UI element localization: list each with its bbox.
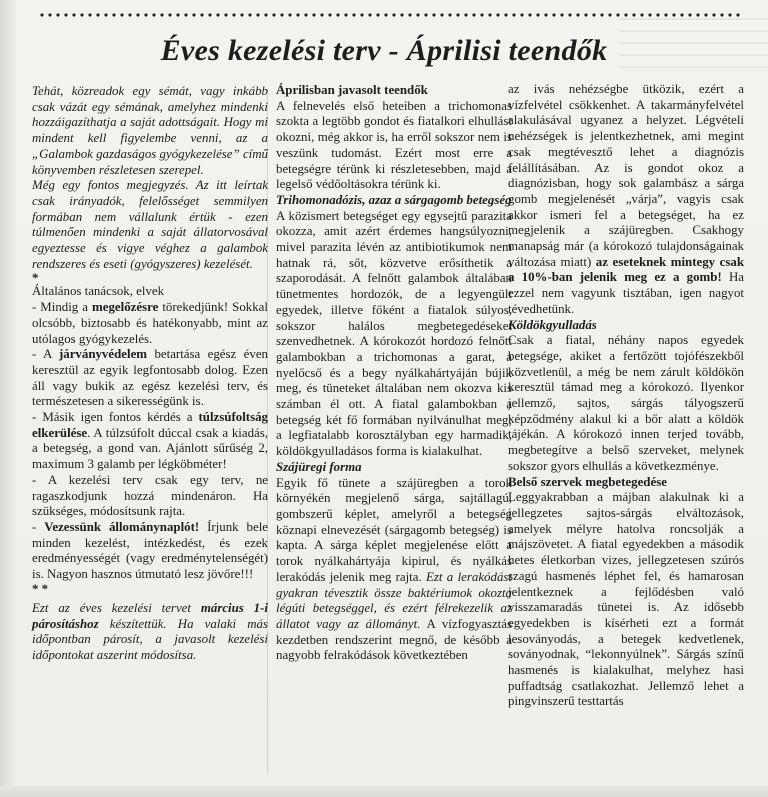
tip-log [32, 520, 268, 583]
column-divider [267, 90, 268, 774]
tip-text: - Másik igen fontos kérdés a [32, 410, 199, 425]
tip-keyword: túlzsúfoltság elkerülése [32, 410, 268, 440]
paragraph-continued [508, 82, 744, 318]
tip-prevention [32, 300, 268, 347]
section-heading-navel: Köldökgyulladás [508, 317, 597, 332]
general-heading: Általános tanácsok, elvek [32, 284, 165, 299]
tip-keyword: megelőzésre [91, 300, 159, 315]
paragraph-text: A vízfogyasztás kezdetben rendszerint megnő, de később a nagyobb felrakódások következtében [276, 616, 512, 663]
tip-keyword: Vezessünk állománynaplót! [44, 519, 200, 534]
section-heading-organs: Belső szervek megbetegedése [508, 474, 667, 489]
tip-text: . A túlzsúfolt dúccal csak a kiadás, a betegség, a gond van. Ajánlott sűrűség 2, maximum 3 galamb per légköbméter! [32, 425, 268, 472]
tip-text: Írjunk bele minden kezelést, intézkedést, és ezek eredményességét (vagy eredménytelenségét) is. Nagyon hasznos útmutató lesz jövőre!!! [32, 519, 268, 582]
tip-text: - [32, 519, 45, 534]
outro-paragraph [32, 601, 268, 664]
section-heading-april: Áprilisban javasolt teendők [276, 83, 428, 97]
tip-text: betartása egész éven keresztül az egyik legfontosabb dolog. Ezen áll vagy bukik az egész kezelési terv, és természetesen a sikerességünk is. [32, 347, 268, 409]
paragraph-oral-form [276, 476, 512, 664]
paragraph-navel: Csak a fiatal, néhány napos egyedek betegsége, akiket a fertőzött tojófészekből közvetlenül, a még be nem zárult köldökön keresztül támad meg a kórokozó. Ilyenkor jellemző, sajtos, sárgás tályogszerű képződmény alakul ki a bőr alatt a köldök tájékán. A kórokozó innen terjed tovább, megbetegítve a belső szerveket, melynek sokszor gyors elhullás a következménye. [508, 333, 744, 473]
outro-text: Ezt az éves kezelési tervet [32, 600, 201, 615]
paragraph-text: Egyik fő tünete a szájüregben a torok környékén megjelenő sárga, sajtállagú, gombszerű képlet, amelyről a betegség köznapi elnevezését (sárgagomb betegség) is kapta. A sárga képlet megjelenése előtt a torok nyálkahártyája kipirul, és nyálkás lerakódás jelenik meg rajta. [276, 475, 512, 584]
tip-text: törekedjünk! Sokkal olcsóbb, biztosabb és hatékonyabb, mint az utólagos gyógykezelés. [32, 300, 268, 346]
paragraph-april: A felnevelés első heteiben a trichomonas szokta a legtöbb gondot és fiatalkori elhullást okozni, még akkor is, ha erről sokszor nem is veszünk tudomást. Ezért most erre a betegségre térünk ki részletesebben, majd a legelső védőoltásokra térünk ki. [276, 98, 512, 192]
tip-keyword: járványvédelem [58, 347, 148, 362]
tip-epidemic [32, 347, 268, 410]
page-bottom-edge [0, 786, 768, 797]
paragraph-italic-text: Ezt a lerakódást gyakran tévesztik össze baktériumok okozta légúti betegséggel, és ezért félrekezelik az állatot vagy az állományt. [276, 569, 512, 631]
tip-text: - A [32, 347, 59, 362]
tip-plan: - A kezelési terv csak egy terv, ne ragaszkodjunk hozzá mindenáron. Ha szükséges, módosítsunk rajta. [32, 472, 268, 519]
outro-keyword: március 1-i párosításhoz [32, 600, 268, 631]
paragraph-trichomonas: A közismert betegséget egy egysejtű parazita okozza, amit azért érdemes hangsúlyozni, mivel parazita lévén az antibiotikumok nem hatnak rá, sőt, közvetve erősíthetik a szaporodását. A felnőtt galambok általában tünetmentes hordozók, de a legyengült egyedek, illetve főként a fiatalok súlyos, sokszor halálos megbetegedéseket szenvedhetnek. A kórokozót hordozó felnőtt galambokban a trichomonas a garat, a nyelőcső és a begy nyálkahártyáján bújik meg, és tüneteket általában nem okozva kis számban él ott. A fiatal galambokban a betegség két fő formában nyilvánulhat meg; a legfiatalabb korosztályban egy harmadik, köldökgyulladásos forma is kialakulhat. [276, 208, 512, 459]
tip-text: - Mindig a [32, 300, 92, 315]
paragraph-text: Ha ezzel nem vagyunk tisztában, igen nagyot tévedhetünk. [508, 270, 744, 316]
column-2 [276, 83, 512, 664]
section-heading-oral-form: Szájüregi forma [276, 459, 362, 474]
separator-star: * [32, 271, 39, 286]
column-3 [508, 82, 744, 710]
paragraph-organs: Leggyakrabban a májban alakulnak ki a jellegzetes sajtos-sárgás elváltozások, amelyek mélyre hatolva roncsolják a májszövetet. A fiatal egyedekben a második hetes életkorban vizes, jellegzetesen szúrós szagú hasmenés léphet fel, és hamarosan jelentkeznek a fejlődésben való visszamaradás tünetei is. Az idősebb egyedekben is kísérheti ezt a formát lesoványodás, a betegek kedvetlenek, soványodnak, “lekonnyúlnek”. Sárgás színű hasmenés is kialakulhat, melyhez hasi puffadtság csatlakozhat. Jellemző lehet a pingvinszerű testtartás [508, 490, 744, 709]
tip-overcrowding [32, 410, 268, 473]
dotted-rule [38, 12, 743, 18]
page-left-edge [0, 0, 16, 797]
separator-stars: * * [32, 581, 49, 596]
intro-paragraph-1: Tehát, közreadok egy sémát, vagy inkább csak vázát egy sémának, amelyhez mindenki hozzáigazíthatja a saját adottságait. Hogy mi mindent kell figyelembe venni, az a „Galambok gazdaságos gyógykezelése” című könyvemben részletesen szerepel. [32, 84, 268, 177]
intro-paragraph-2: Még egy fontos megjegyzés. Az itt leírtak csak irányadók, felelősséget semmilyen formában nem vállalunk értük - ezen túlmenően mindenki a saját állatorvosával egyeztesse és vigye véghez a galambok rendszeres és eseti (gyógyszeres) kezelését. [32, 178, 268, 271]
section-heading-trichomonas: Trihomonadózis, azaz a sárgagomb betegség [276, 192, 512, 207]
article-title: Éves kezelési terv - Áprilisi teendők [160, 34, 608, 67]
paragraph-emphasis: az eseteknek mintegy csak a 10%-ban jelenik meg ez a gomb! [508, 254, 744, 285]
column-1 [32, 84, 268, 664]
outro-text: készítettük. Ha valaki más időpontban párosít, a javasolt kezelési időpontokat aszerint módosítsa. [32, 616, 268, 662]
paragraph-text: az ivás nehézségbe ütközik, ezért a vízfelvétel csökkenhet. A takarmányfelvétel alakulásával ugyanez a helyzet. Légvételi nehézségek is jelentkezhetnek, ami megint csak megtévesztő lehet a diagnózis felállításában. Az is gondot okoz a diagnózisban, hogy sok galambász a sárga gomb megjelenését „várja”, vagyis csak akkor ismeri fel a betegséget, ha ez megjelenik a szájüregben. Csakhogy manapság már (a kórokozó tulajdonságainak változása miatt) [508, 82, 744, 269]
